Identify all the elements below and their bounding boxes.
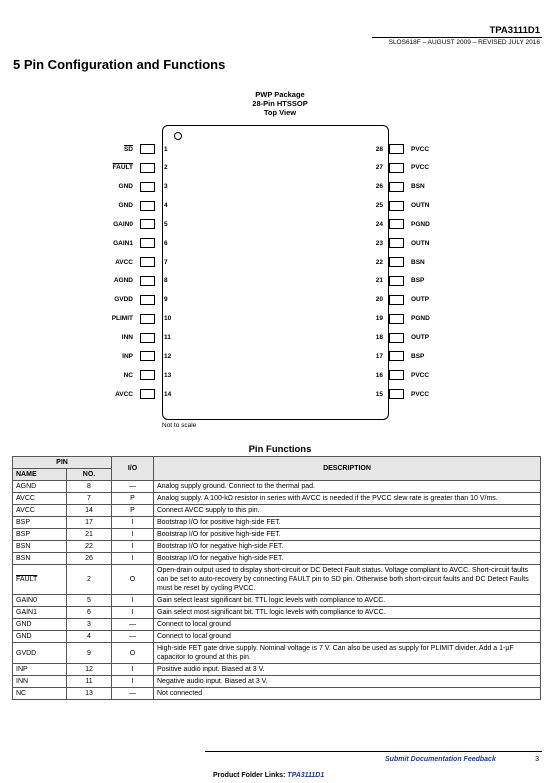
pin-name: PGND (411, 315, 430, 323)
left-pin (60, 275, 208, 286)
pin-lead (140, 295, 155, 305)
right-pin (369, 144, 469, 155)
right-pin (369, 162, 469, 173)
pin-number: 24 (375, 220, 383, 228)
left-pin (60, 162, 208, 173)
left-pin (60, 219, 208, 230)
io-cell: — (112, 481, 154, 493)
pin-number-cell: 26 (67, 553, 112, 565)
pin-name: AVCC (115, 390, 133, 398)
pin-lead (140, 257, 155, 267)
pin-number: 23 (375, 239, 383, 247)
table-row (13, 553, 541, 565)
right-pin (369, 257, 469, 268)
right-pin (369, 294, 469, 305)
table-row (13, 619, 541, 631)
description-cell: Bootstrap I/O for negative high-side FET. (154, 541, 541, 553)
name-column-header: NAME (13, 469, 67, 481)
pin-number: 21 (375, 277, 383, 285)
pin-number-cell: 3 (67, 619, 112, 631)
pin-name-cell: AVCC (13, 493, 67, 505)
description-cell: Gain select most significant bit. TTL logic levels with compliance to AVCC. (154, 607, 541, 619)
pin-lead (140, 389, 155, 399)
pin-number-cell: 6 (67, 607, 112, 619)
pin-lead (389, 238, 404, 248)
pin-name-cell: BSP (13, 529, 67, 541)
description-cell: Connect to local ground (154, 619, 541, 631)
pin-number: 9 (164, 296, 168, 304)
pin-name: BSP (411, 277, 425, 285)
pin-number: 22 (375, 258, 383, 266)
pin-name: NC (123, 371, 133, 379)
document-revision: SLOS618F – AUGUST 2009 – REVISED JULY 2016 (388, 39, 540, 46)
table-row (13, 565, 541, 595)
pin-number-cell: 7 (67, 493, 112, 505)
pin-number: 26 (375, 183, 383, 191)
pin-number: 19 (375, 315, 383, 323)
pin-number-cell: 9 (67, 643, 112, 664)
right-pin (369, 181, 469, 192)
table-row (13, 505, 541, 517)
pin-name-cell: GAIN1 (13, 607, 67, 619)
product-folder-link[interactable]: TPA3111D1 (287, 772, 325, 779)
pin-name: AVCC (115, 258, 133, 266)
right-pin (369, 238, 469, 249)
pin-lead (140, 314, 155, 324)
pin-name-cell: GVDD (13, 643, 67, 664)
pin-name-cell: AGND (13, 481, 67, 493)
left-pin (60, 351, 208, 362)
io-cell: — (112, 631, 154, 643)
pin-lead (389, 389, 404, 399)
pin-number-cell: 21 (67, 529, 112, 541)
pin-name-cell: BSP (13, 517, 67, 529)
io-cell: O (112, 643, 154, 664)
pin-number: 18 (375, 334, 383, 341)
io-column-header: I/O (112, 457, 154, 481)
right-pin (369, 275, 469, 286)
folder-label: Product Folder Links: (213, 772, 288, 779)
pin-name: PLIMIT (111, 315, 133, 323)
left-pin (60, 181, 208, 192)
description-cell: Negative audio input. Biased at 3 V. (154, 676, 541, 688)
pin-number-cell: 12 (67, 664, 112, 676)
description-cell: Bootstrap I/O for negative high-side FET. (154, 553, 541, 565)
description-cell: Connect AVCC supply to this pin. (154, 505, 541, 517)
package-view: Top View (263, 108, 297, 117)
pin-number-cell: 8 (67, 481, 112, 493)
left-pin (60, 389, 208, 400)
pin-lead (389, 219, 404, 229)
table-row (13, 493, 541, 505)
pin-name: GAIN1 (113, 239, 133, 247)
right-pin (369, 313, 469, 324)
pin-lead (389, 201, 404, 211)
table-title: Pin Functions (248, 444, 312, 455)
pin-lead (140, 370, 155, 380)
pin-lead (140, 276, 155, 286)
pin-number: 4 (164, 202, 168, 210)
description-cell: Analog supply. A 100-kΩ resistor in series with AVCC is needed if the PVCC slew rate is greater than 10 V/ms. (154, 493, 541, 505)
pin-name: PGND (411, 220, 430, 228)
pin-name-cell: FAULT (13, 565, 67, 595)
header-rule (372, 37, 542, 38)
pin-name: INP (122, 352, 133, 360)
left-pin (60, 238, 208, 249)
left-pin (60, 200, 208, 211)
footer-rule (205, 751, 542, 752)
pin-number-cell: 11 (67, 676, 112, 688)
io-cell: O (112, 565, 154, 595)
pin-name: BSN (411, 258, 425, 266)
io-cell: I (112, 553, 154, 565)
pin-number: 15 (375, 390, 383, 398)
pin-name-cell: BSN (13, 541, 67, 553)
description-cell: Positive audio input. Biased at 3 V. (154, 664, 541, 676)
pin-name: BSP (411, 352, 425, 360)
pin-group-header: PIN (13, 457, 112, 469)
pin-lead (389, 182, 404, 192)
pin-number: 25 (375, 202, 383, 210)
io-cell: I (112, 595, 154, 607)
package-type: 28-Pin HTSSOP (252, 99, 308, 108)
pin-name-cell: BSN (13, 553, 67, 565)
io-cell: — (112, 619, 154, 631)
table-row (13, 607, 541, 619)
pin-lead (140, 238, 155, 248)
description-cell: Open-drain output used to display short-circuit or DC Detect Fault status. Voltage compliant to AVCC. Short-circuit faults can be set to auto-recovery by connecting FAULT pin to SD pin. Otherwise both short-circuit faults and DC Detect Faults must be reset by cycling PVCC. (154, 565, 541, 595)
io-cell: P (112, 505, 154, 517)
pin-name: $\overline{SD}$ (123, 145, 133, 153)
table-row (13, 664, 541, 676)
pin-name: GND (118, 183, 133, 191)
io-cell: I (112, 676, 154, 688)
description-cell: Gain select least significant bit. TTL logic levels with compliance to AVCC. (154, 595, 541, 607)
pin-number: 3 (164, 183, 168, 191)
pin-name: FAULT (112, 164, 133, 172)
section-title: 5 Pin Configuration and Functions (13, 57, 226, 72)
pin-name: PVCC (411, 390, 430, 398)
io-cell: — (112, 688, 154, 700)
io-cell: P (112, 493, 154, 505)
right-pin (369, 332, 469, 343)
pin-lead (389, 144, 404, 154)
pin-number-cell: 13 (67, 688, 112, 700)
left-pin (60, 313, 208, 324)
pin-number: 28 (375, 145, 383, 153)
io-cell: I (112, 607, 154, 619)
right-pin (369, 389, 469, 400)
description-cell: High-side FET gate drive supply. Nominal voltage is 7 V. Can also be used as supply for PLIMIT divider. Add a 1-μF capacitor to ground at this pin. (154, 643, 541, 664)
pin-lead (389, 163, 404, 173)
pin-name-cell: INN (13, 676, 67, 688)
pin-number: 13 (164, 371, 172, 379)
left-pin (60, 257, 208, 268)
pin-number: 14 (164, 390, 172, 398)
pin-lead (140, 333, 155, 343)
pin-name-cell: INP (13, 664, 67, 676)
pin-name-cell: GND (13, 631, 67, 643)
pin-lead (140, 351, 155, 361)
right-pin (369, 370, 469, 381)
package-name: PWP Package (255, 90, 305, 99)
left-pin (60, 370, 208, 381)
document-part-number: TPA3111D1 (489, 25, 540, 36)
table-row (13, 529, 541, 541)
pin-number: 5 (164, 220, 168, 228)
pin-name: GND (118, 202, 133, 210)
pin-number-cell: 4 (67, 631, 112, 643)
pin-name-cell: AVCC (13, 505, 67, 517)
pin-lead (389, 276, 404, 286)
pin-number-cell: 5 (67, 595, 112, 607)
table-row (13, 481, 541, 493)
pin-lead (389, 314, 404, 324)
feedback-link[interactable]: Submit Documentation Feedback (385, 756, 496, 763)
table-row (13, 676, 541, 688)
left-pin (60, 294, 208, 305)
pin-lead (140, 182, 155, 192)
pin-number: 17 (375, 352, 383, 360)
pin-number: 27 (375, 164, 383, 172)
pin-name: OUTP (411, 334, 430, 341)
description-cell: Bootstrap I/O for positive high-side FET. (154, 529, 541, 541)
io-cell: I (112, 529, 154, 541)
io-cell: I (112, 664, 154, 676)
pin-lead (389, 333, 404, 343)
right-pin (369, 200, 469, 211)
pin-name-cell: NC (13, 688, 67, 700)
pin-number: 6 (164, 239, 168, 247)
pin-number: 12 (164, 352, 172, 360)
pin-name-cell: GND (13, 619, 67, 631)
pin-name: INN (121, 334, 133, 341)
pin-number: 1 (164, 145, 168, 153)
pin-number: 20 (375, 296, 383, 304)
description-cell: Connect to local ground (154, 631, 541, 643)
scale-note: Not to scale (162, 422, 197, 429)
pin-name: OUTN (411, 239, 430, 247)
left-pin (60, 144, 208, 155)
pin-name: PVCC (411, 164, 430, 172)
pin-name: OUTN (411, 202, 430, 210)
io-cell: I (112, 517, 154, 529)
number-column-header: NO. (67, 469, 112, 481)
pin-number: 2 (164, 164, 168, 172)
description-column-header: DESCRIPTION (154, 457, 541, 481)
table-row (13, 688, 541, 700)
pin-number-cell: 17 (67, 517, 112, 529)
pin-name: BSN (411, 183, 425, 191)
description-cell: Bootstrap I/O for positive high-side FET. (154, 517, 541, 529)
right-pin (369, 219, 469, 230)
page-number: 3 (535, 756, 539, 763)
pin-lead (140, 219, 155, 229)
pin-name: OUTP (411, 296, 430, 304)
pin-number-cell: 22 (67, 541, 112, 553)
pin-lead (389, 370, 404, 380)
pin-lead (140, 201, 155, 211)
pin-number: 11 (164, 334, 171, 341)
table-row (13, 595, 541, 607)
pin-functions-body (13, 481, 541, 700)
pin-lead (140, 163, 155, 173)
pin-lead (389, 295, 404, 305)
pin-number: 10 (164, 315, 172, 323)
table-row (13, 643, 541, 664)
pin-name: PVCC (411, 371, 430, 379)
pin-functions-table (12, 456, 541, 700)
pin-lead (389, 351, 404, 361)
pin1-indicator-icon (174, 132, 182, 140)
pin-lead (389, 257, 404, 267)
pin-name: GAIN0 (113, 220, 133, 228)
table-row (13, 541, 541, 553)
pin-number: 16 (375, 371, 383, 379)
table-row (13, 517, 541, 529)
left-pin (60, 332, 208, 343)
pin-name-cell: GAIN0 (13, 595, 67, 607)
table-row (13, 631, 541, 643)
pin-number-cell: 2 (67, 565, 112, 595)
io-cell: I (112, 541, 154, 553)
description-cell: Not connected (154, 688, 541, 700)
pin-lead (140, 144, 155, 154)
description-cell: Analog supply ground. Connect to the thermal pad. (154, 481, 541, 493)
right-pin (369, 351, 469, 362)
pin-number: 8 (164, 277, 168, 285)
pin-number: 7 (164, 258, 168, 266)
product-folder-links (213, 772, 324, 779)
pin-name: GVDD (114, 296, 133, 304)
pin-number-cell: 14 (67, 505, 112, 517)
pin-name: AGND (113, 277, 133, 285)
pin-name: PVCC (411, 145, 430, 153)
